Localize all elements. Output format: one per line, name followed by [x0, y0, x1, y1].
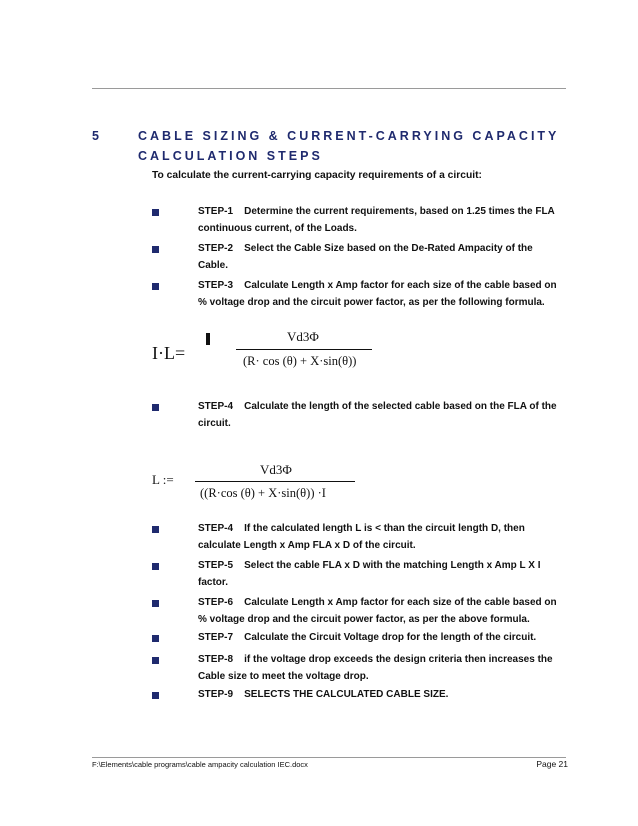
step-label: STEP-4 — [198, 523, 234, 534]
formula1-fraction-bar — [236, 349, 372, 350]
step-text-cont: % voltage drop and the circuit power factor, as per the following formula. — [198, 296, 545, 308]
step-text: Calculate the length of the selected cable based on the FLA of the — [244, 401, 557, 412]
step-item — [198, 652, 566, 685]
bullet-icon — [152, 600, 159, 607]
step-text: Determine the current requirements, based on 1.25 times the FLA — [244, 206, 555, 217]
bullet-icon — [152, 283, 159, 290]
footer-rule — [92, 757, 566, 758]
step-text-cont: Cable size to meet the voltage drop. — [198, 670, 369, 682]
bullet-icon — [152, 563, 159, 570]
footer-file-path: F:\Elements\cable programs\cable ampacity calculation IEC.docx — [92, 760, 308, 769]
step-text-cont: calculate Length x Amp FLA x D of the circuit. — [198, 539, 416, 551]
bullet-icon — [152, 635, 159, 642]
step-label: STEP-8 — [198, 654, 234, 665]
step-item — [198, 630, 566, 647]
section-title-line2: CALCULATION STEPS — [138, 149, 323, 163]
step-text: SELECTS THE CALCULATED CABLE SIZE. — [244, 689, 449, 700]
top-rule — [92, 88, 566, 89]
step-text: if the voltage drop exceeds the design criteria then increases the — [244, 654, 553, 665]
step-label: STEP-4 — [198, 401, 234, 412]
bullet-icon — [152, 209, 159, 216]
bullet-icon — [152, 657, 159, 664]
formula2-lhs: L := — [152, 472, 174, 487]
step-text: Select the cable FLA x D with the matching Length x Amp L X I — [244, 560, 541, 571]
formula2-numerator: Vd3Φ — [260, 462, 292, 477]
bullet-icon — [152, 526, 159, 533]
section-number: 5 — [92, 129, 102, 143]
step-text-cont: Cable. — [198, 259, 229, 271]
step-label: STEP-1 — [198, 206, 234, 217]
formula1-denominator: (R· cos (θ) + X·sin(θ)) — [243, 354, 357, 368]
step-item — [198, 687, 566, 704]
section-title-line1: CABLE SIZING & CURRENT-CARRYING CAPACITY — [138, 129, 560, 143]
formula2-denominator: ((R·cos (θ) + X·sin(θ)) ·I — [200, 486, 326, 500]
bullet-icon — [152, 404, 159, 411]
step-item — [198, 558, 566, 591]
step-item — [198, 278, 566, 311]
step-label: STEP-7 — [198, 632, 234, 643]
intro-text: To calculate the current-carrying capacity requirements of a circuit: — [152, 170, 482, 181]
step-text-cont: circuit. — [198, 417, 231, 429]
formula2-fraction-bar — [195, 481, 355, 482]
step-item — [198, 595, 566, 628]
formula1-cursor-mark — [206, 333, 210, 345]
step-text-cont: factor. — [198, 576, 229, 588]
step-text: Calculate Length x Amp factor for each size of the cable based on — [244, 597, 557, 608]
step-text: Calculate Length x Amp factor for each size of the cable based on — [244, 280, 557, 291]
formula1-numerator: Vd3Φ — [287, 329, 319, 344]
step-label: STEP-3 — [198, 280, 234, 291]
step-text: Calculate the Circuit Voltage drop for the length of the circuit. — [244, 632, 537, 643]
step-label: STEP-6 — [198, 597, 234, 608]
formula1-lhs: I·L= — [152, 343, 186, 363]
bullet-icon — [152, 246, 159, 253]
step-text: Select the Cable Size based on the De-Rated Ampacity of the — [244, 243, 533, 254]
step-text: If the calculated length L is < than the circuit length D, then — [244, 523, 525, 534]
step-label: STEP-9 — [198, 689, 234, 700]
step-text-cont: % voltage drop and the circuit power factor, as per the above formula. — [198, 613, 530, 625]
step-item — [198, 399, 566, 432]
step-item — [198, 241, 566, 274]
bullet-icon — [152, 692, 159, 699]
step-label: STEP-2 — [198, 243, 234, 254]
footer-page-number: Page 21 — [536, 759, 568, 769]
step-item — [198, 521, 566, 554]
step-text-cont: continuous current, of the Loads. — [198, 222, 357, 234]
step-item — [198, 204, 566, 237]
step-label: STEP-5 — [198, 560, 234, 571]
